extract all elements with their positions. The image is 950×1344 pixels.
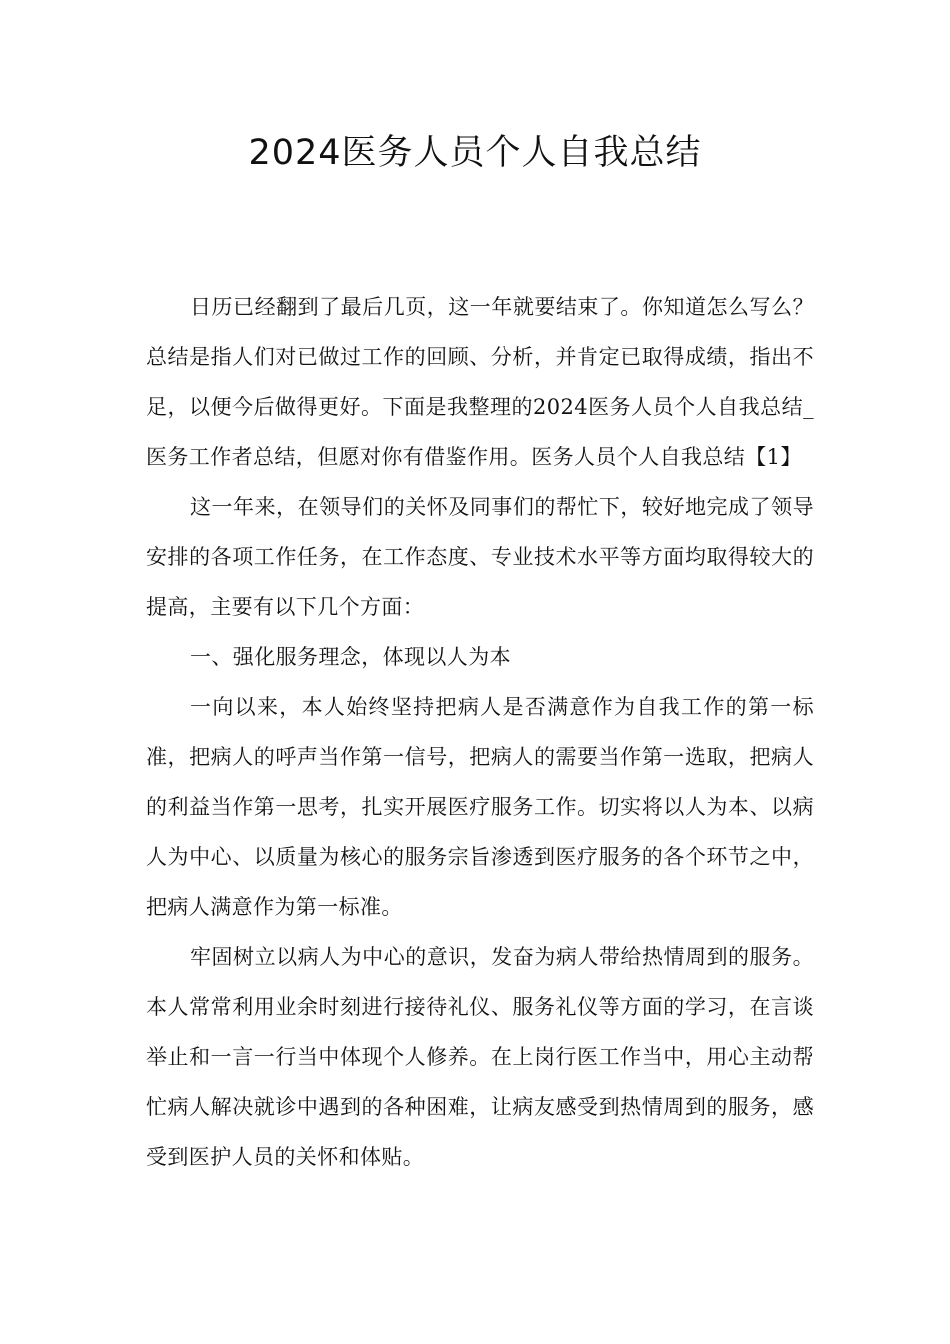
paragraph-intro: 日历已经翻到了最后几页，这一年就要结束了。你知道怎么写么？总结是指人们对已做过工作的回顾、分析，并肯定已取得成绩，指出不足，以便今后做得更好。下面是我整理的2024医务人员个人自我总结_医务工作者总结，但愿对你有借鉴作用。医务人员个人自我总结【1】 — [146, 295, 814, 469]
paragraph-patient-standard: 一向以来，本人始终坚持把病人是否满意作为自我工作的第一标准，把病人的呼声当作第一信号，把病人的需要当作第一选取，把病人的利益当作第一思考，扎实开展医疗服务工作。切实将以人为本、以病人为中心、以质量为核心的服务宗旨渗透到医疗服务的各个环节之中，把病人满意作为第一标准。 — [146, 695, 814, 919]
document-title: 2024医务人员个人自我总结 — [248, 133, 702, 173]
section-heading-service-concept: 一、强化服务理念，体现以人为本 — [190, 645, 511, 669]
paragraph-overview: 这一年来，在领导们的关怀及同事们的帮忙下，较好地完成了领导安排的各项工作任务，在工作态度、专业技术水平等方面均取得较大的提高，主要有以下几个方面： — [146, 495, 814, 619]
document-body — [146, 282, 814, 1182]
paragraph-patient-centered-service: 牢固树立以病人为中心的意识，发奋为病人带给热情周到的服务。本人常常利用业余时刻进行接待礼仪、服务礼仪等方面的学习，在言谈举止和一言一行当中体现个人修养。在上岗行医工作当中，用心主动帮忙病人解决就诊中遇到的各种困难，让病友感受到热情周到的服务，感受到医护人员的关怀和体贴。 — [146, 945, 814, 1169]
